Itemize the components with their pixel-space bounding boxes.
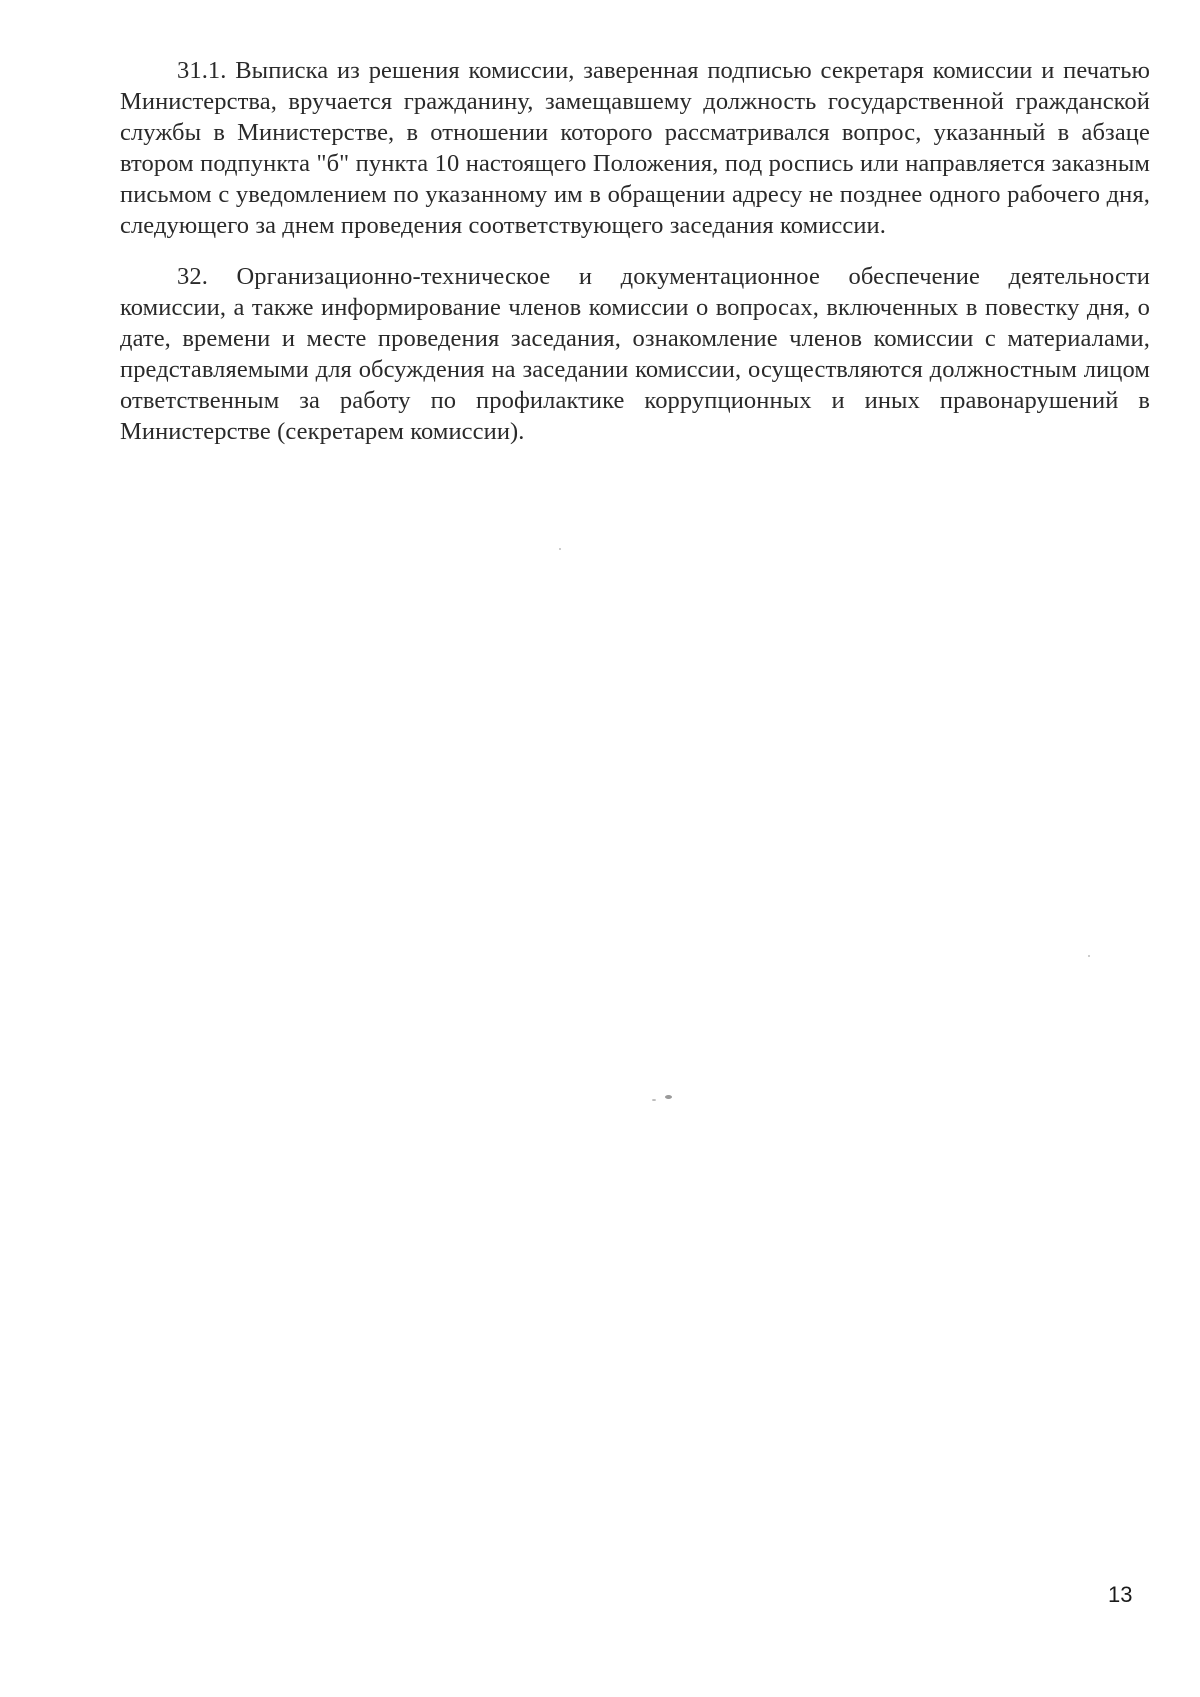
scan-speck: [1088, 955, 1090, 957]
paragraph-32: 32. Организационно-техническое и документационное обеспечение деятельности комиссии, а также информирование членов комиссии о вопросах, включенных в повестку дня, о дате, времени и месте проведения заседания, ознакомление членов комиссии с материалами, представляемыми для обсуждения на заседании комиссии, осуществляются должностным лицом ответственным за работу по профилактике коррупционных и иных правонарушений в Министерстве (секретарем комиссии).: [120, 263, 1150, 445]
scan-speck: [559, 548, 561, 550]
scan-speck: [652, 1099, 656, 1101]
page-number: 13: [1108, 1582, 1133, 1607]
document-body: [120, 55, 1150, 467]
scan-speck: [665, 1095, 672, 1099]
paragraph-31-1: 31.1. Выписка из решения комиссии, заверенная подписью секретаря комиссии и печатью Министерства, вручается гражданину, замещавшему должность государственной гражданской службы в Министерстве, в отношении которого рассматривался вопрос, указанный в абзаце втором подпункта "б" пункта 10 настоящего Положения, под роспись или направляется заказным письмом с уведомлением по указанному им в обращении адресу не позднее одного рабочего дня, следующего за днем проведения соответствующего заседания комиссии.: [120, 57, 1150, 239]
